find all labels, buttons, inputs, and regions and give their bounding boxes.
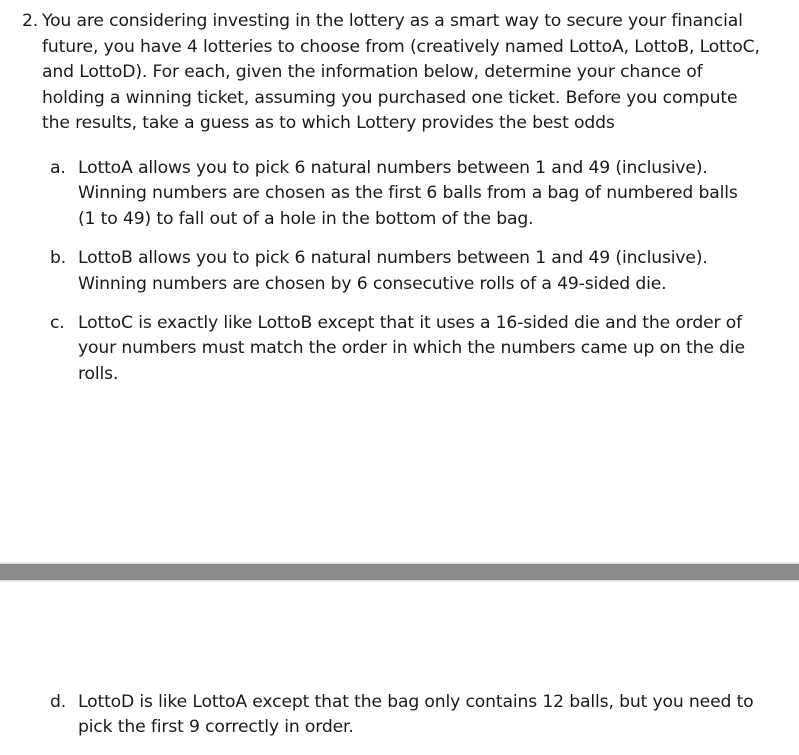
sub-question-a [50,156,770,232]
question-text: You are considering investing in the lottery as a smart way to secure your financial future, you have 4 lotteries to choose from (creatively named LottoA, LottoB, LottoC, and LottoD). For each, given the information below, determine your chance of holding a winning ticket, assuming you purchased one ticket. Before you compute the results, take a guess as to which Lottery provides the best odds [42,11,760,134]
sub-question-text: LottoD is like LottoA except that the bag only contains 12 balls, but you need to pick the first 9 correctly in order. [78,692,754,738]
sub-question-letter: a. [50,158,66,178]
question-number: 2. [22,11,39,31]
sub-question-text: LottoC is exactly like LottoB except that it uses a 16-sided die and the order of your numbers must match the order in which the numbers came up on the die rolls. [78,313,745,384]
sub-question-letter: d. [50,692,67,712]
sub-question-d [50,690,770,741]
sub-question-c [50,311,770,387]
sub-question-list-continued [50,690,770,755]
question-2 [22,9,782,137]
sub-question-letter: b. [50,248,67,269]
sub-question-text: LottoA allows you to pick 6 natural numbers between 1 and 49 (inclusive). Winning numbers are chosen as the first 6 balls from a bag of numbered balls (1 to 49) to fall out of a hole in the bottom of the bag. [78,158,738,229]
sub-question-letter: c. [50,313,65,334]
sub-question-text: LottoB allows you to pick 6 natural numbers between 1 and 49 (inclusive). Winning numbers are chosen by 6 consecutive rolls of a 49-sided die. [78,248,708,294]
page-separator [0,563,799,581]
sub-question-list [50,156,770,401]
sub-question-b [50,246,770,297]
